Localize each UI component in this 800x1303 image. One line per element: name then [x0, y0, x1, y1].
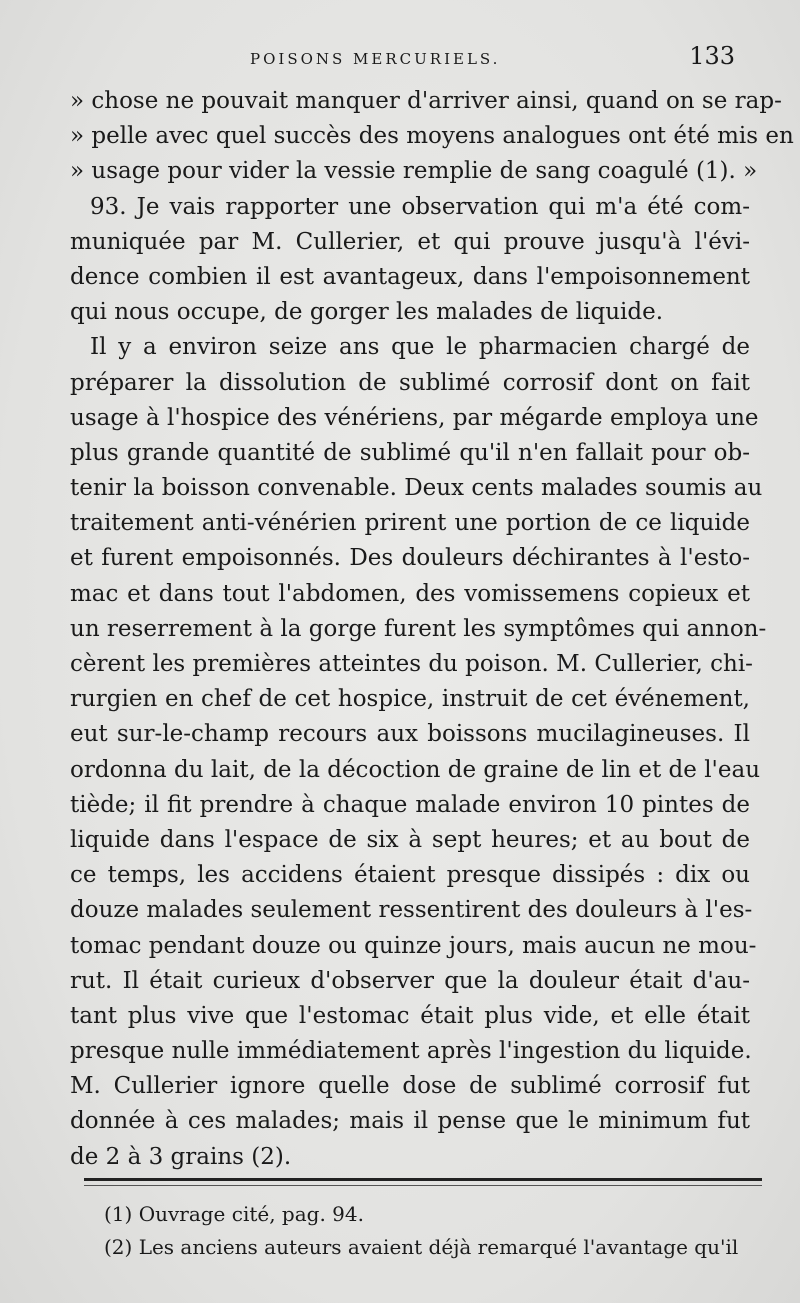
text-line: Il y a environ seize ans que le pharmacien chargé de — [90, 334, 750, 361]
text-line: plus grande quantité de sublimé qu'il n'en fallait pour ob- — [70, 439, 750, 466]
text-line: rut. Il était curieux d'observer que la douleur était d'au- — [70, 967, 750, 994]
text-line: tomac pendant douze ou quinze jours, mais aucun ne mou- — [70, 932, 757, 959]
text-line: douze malades seulement ressentirent des douleurs à l'es- — [70, 897, 753, 924]
text-line: presque nulle immédiatement après l'ingestion du liquide. — [70, 1038, 752, 1065]
running-head: POISONS MERCURIELS. — [250, 50, 501, 68]
text-line: liquide dans l'espace de six à sept heures; et au bout de — [70, 826, 750, 853]
text-line: mac et dans tout l'abdomen, des vomissemens copieux et — [70, 580, 750, 607]
text-line: » chose ne pouvait manquer d'arriver ainsi, quand on se rap- — [70, 88, 782, 114]
text-line: M. Cullerier ignore quelle dose de sublimé corrosif fut — [70, 1073, 750, 1100]
text-line: préparer la dissolution de sublimé corrosif dont on fait — [70, 369, 750, 396]
text-line: tant plus vive que l'estomac était plus vide, et elle était — [70, 1002, 750, 1029]
text-line: traitement anti-vénérien prirent une portion de ce liquide — [70, 510, 750, 537]
text-line: usage à l'hospice des vénériens, par mégarde employa une — [70, 404, 759, 431]
text-line: et furent empoisonnés. Des douleurs déchirantes à l'esto- — [70, 545, 750, 572]
text-line: de 2 à 3 grains (2). — [70, 1143, 292, 1170]
text-line: donnée à ces malades; mais il pense que le minimum fut — [70, 1108, 750, 1135]
footnote-rule-thin — [84, 1185, 762, 1186]
text-line: qui nous occupe, de gorger les malades de liquide. — [70, 299, 664, 326]
text-line: » pelle avec quel succès des moyens analogues ont été mis en — [70, 123, 794, 150]
text-line: dence combien il est avantageux, dans l'empoisonnement — [70, 263, 750, 290]
page-header — [70, 42, 740, 82]
text-line: » usage pour vider la vessie remplie de sang coagulé (1). » — [70, 158, 758, 185]
text-line: tenir la boisson convenable. Deux cents malades soumis au — [70, 475, 763, 502]
text-line: 93. Je vais rapporter une observation qui m'a été com- — [90, 193, 750, 220]
footnotes — [104, 1198, 764, 1264]
footnote: (1) Ouvrage cité, pag. 94. — [104, 1202, 364, 1226]
text-line: rurgien en chef de cet hospice, instruit de cet événement, — [70, 686, 750, 713]
footnote: (2) Les anciens auteurs avaient déjà remarqué l'avantage qu'il — [104, 1235, 739, 1259]
text-line: ordonna du lait, de la décoction de graine de lin et de l'eau — [70, 756, 761, 783]
text-line: ce temps, les accidens étaient presque dissipés : dix ou — [70, 862, 750, 889]
text-line: muniquée par M. Cullerier, et qui prouve jusqu'à l'évi- — [70, 228, 750, 255]
text-line: tiède; il fit prendre à chaque malade environ 10 pintes de — [70, 791, 750, 818]
footnote-rule — [84, 1178, 762, 1181]
text-line: cèrent les premières atteintes du poison. M. Cullerier, chi- — [70, 651, 753, 677]
page-number: 133 — [689, 42, 735, 70]
text-line: eut sur-le-champ recours aux boissons mucilagineuses. Il — [70, 721, 750, 748]
body-text — [70, 84, 794, 1175]
text-line: un reserrement à la gorge furent les symptômes qui annon- — [70, 615, 767, 642]
